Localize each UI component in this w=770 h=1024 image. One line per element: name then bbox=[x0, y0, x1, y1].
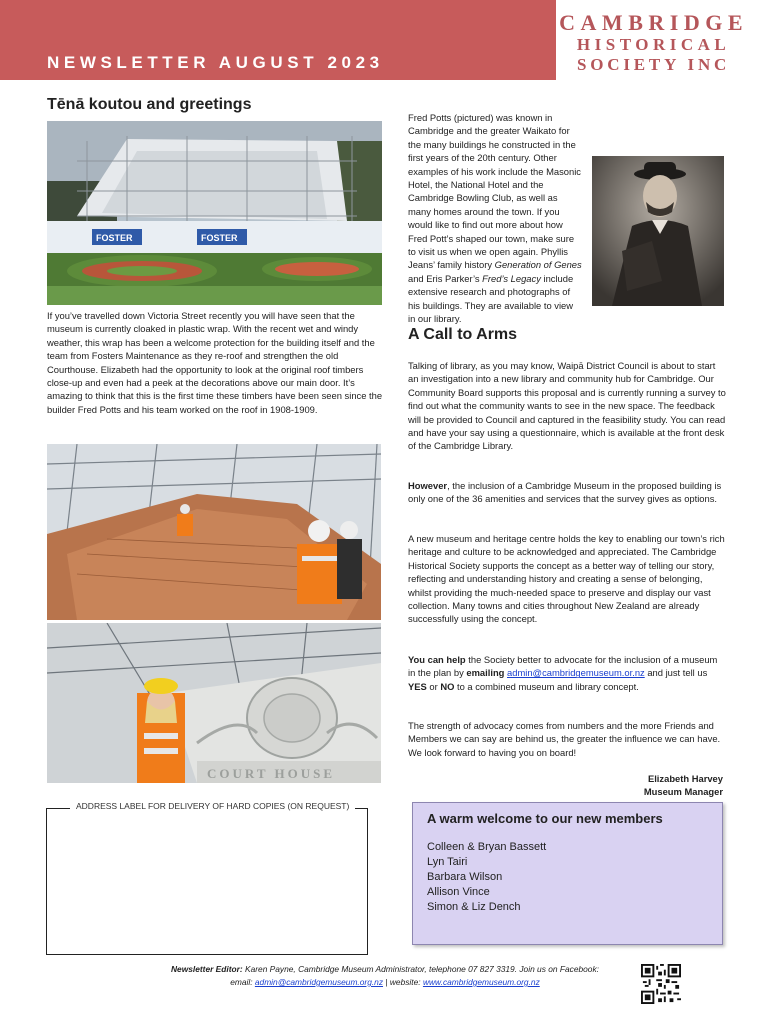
p4-text-c: or bbox=[426, 680, 441, 692]
fence-sign-2: FOSTER bbox=[201, 233, 238, 243]
member-item: Lyn Tairi bbox=[427, 856, 468, 868]
fred-potts-text-c: include extensive research and photographs of his buildings. They are available to view in our library. bbox=[408, 272, 574, 325]
signature-role: Museum Manager bbox=[643, 786, 723, 798]
society-line-3: SOCIETY INC bbox=[577, 55, 731, 74]
signature-name: Elizabeth Harvey bbox=[647, 773, 723, 784]
welcome-members-box bbox=[412, 802, 723, 945]
however-bold: However bbox=[408, 480, 448, 491]
newsletter-title: NEWSLETTER AUGUST 2023 bbox=[47, 53, 384, 72]
call-to-arms-p2-text: , the inclusion of a Cambridge Museum in the proposed building is only one of the 36 amenities and services that the survey gives as options. bbox=[408, 480, 722, 505]
society-line-1: CAMBRIDGE bbox=[559, 10, 748, 35]
book-freds-legacy: Fred’s Legacy bbox=[482, 272, 541, 284]
footer-website-label: website: bbox=[389, 977, 421, 987]
court-house-plaque: COURT HOUSE bbox=[207, 766, 336, 781]
book-generation-of-genes: Generation of Genes bbox=[494, 259, 582, 271]
no-bold: NO bbox=[440, 680, 455, 692]
you-can-help-bold: You can help bbox=[408, 654, 466, 665]
p4-text-b: and just tell us bbox=[644, 667, 708, 679]
fred-potts-text-b: and Eris Parker’s bbox=[408, 272, 483, 284]
call-to-arms-p2 bbox=[408, 479, 726, 506]
call-to-arms-heading: A Call to Arms bbox=[408, 326, 518, 343]
call-to-arms-p4 bbox=[408, 653, 726, 693]
wrapped-courthouse-photo bbox=[47, 121, 382, 305]
society-line-2: HISTORICAL bbox=[576, 35, 731, 54]
society-name bbox=[559, 10, 748, 75]
footer-website-link[interactable]: www.cambridgemuseum.org.nz bbox=[422, 977, 540, 987]
editor-text: Karen Payne, Cambridge Museum Administrator, telephone 07 827 3319. Join us on Facebook: bbox=[245, 964, 599, 974]
p4-text-a: the Society better to advocate for the inclusion of a museum in the plan by bbox=[408, 654, 718, 679]
member-item: Simon & Liz Dench bbox=[427, 901, 521, 913]
door-decoration-photo bbox=[47, 623, 381, 783]
facebook-qr-code-icon[interactable] bbox=[641, 964, 681, 1004]
signature bbox=[644, 772, 723, 799]
fence-sign-1: FOSTER bbox=[96, 233, 133, 243]
yes-bold: YES bbox=[408, 680, 427, 692]
editor-label: Newsletter Editor: bbox=[171, 964, 243, 974]
header-banner bbox=[0, 0, 556, 80]
call-to-arms-p5: The strength of advocacy comes from numbers and the more Friends and Members we can say are behind us, the greater the influence we can have. We look forward to having you on board! bbox=[408, 720, 721, 758]
member-item: Barbara Wilson bbox=[427, 871, 503, 883]
address-label-box bbox=[46, 808, 368, 955]
address-label-caption: ADDRESS LABEL FOR DELIVERY OF HARD COPIES (ON REQUEST) bbox=[70, 801, 355, 811]
fred-potts-text-a: Fred Potts (pictured) was known in Cambridge and the greater Waikato for the many buildings he constructed in the first years of the 20th century. Other examples of his work include the Masonic Hotel, the National Hotel and the Cambridge Bowling Club, as well as many homes around the town. If you would like to find out more about how Fred Pott’s shaped our town, make sure to visit us when we open again. Phyllis Jeans’ family history bbox=[408, 112, 581, 271]
fred-potts-portrait bbox=[592, 156, 724, 306]
greeting-heading: Tēnā koutou and greetings bbox=[47, 96, 252, 113]
emailing-bold: emailing bbox=[466, 667, 505, 679]
welcome-title: A warm welcome to our new members bbox=[427, 811, 663, 826]
call-to-arms-p1: Talking of library, as you may know, Waipā District Council is about to start an investigation into a new library and community hub for Cambridge. Our Community Board supports this proposal and is currently running a survey to find out what the community wants to see in the new space. The feedback will be provided to Council and captured in the feasibility study. You can read and have your say using a questionnaire, which is available at the front desk of the Cambridge Library. bbox=[408, 360, 726, 452]
roof-workers-photo bbox=[47, 444, 381, 620]
greeting-paragraph: If you’ve travelled down Victoria Street recently you will have seen that the museum is currently cloaked in plastic wrap. With the recent wet and windy weather, this wrap has been a welcome protection for the building itself and the team from Fosters Maintenance as they re-roof and strengthen the old Courthouse. Elizabeth had the opportunity to look at the original roof timbers close-up and even had a peek at the decorations above our main door. It’s amazing to think that this is the first time these timbers have been seen since the builder Fred Potts and his team worked on the roof in 1908-1909. bbox=[47, 310, 383, 415]
fred-potts-paragraph bbox=[408, 111, 724, 326]
call-to-arms-p3: A new museum and heritage centre holds the key to enabling our town’s rich heritage and culture to be acknowledged and appreciated. The Cambridge Historical Society supports the concept as a better way of telling our story, reflecting and understanding history and creating a sense of belonging, whilst providing the much-needed space to preserve and display our vast collection. Many towns and cities throughout New Zealand are already successfully using the concept. bbox=[408, 533, 725, 625]
advocacy-email-link[interactable]: admin@cambridgemuseum.or.nz bbox=[507, 667, 645, 679]
footer-email-link[interactable]: admin@cambridgemuseum.org.nz bbox=[254, 977, 384, 987]
p4-text-d: to a combined museum and library concept. bbox=[454, 680, 639, 692]
footer-email-label: email: bbox=[230, 977, 253, 987]
member-item: Colleen & Bryan Bassett bbox=[427, 841, 547, 853]
member-item: Allison Vince bbox=[427, 886, 490, 898]
footer-separator: | bbox=[385, 977, 388, 987]
